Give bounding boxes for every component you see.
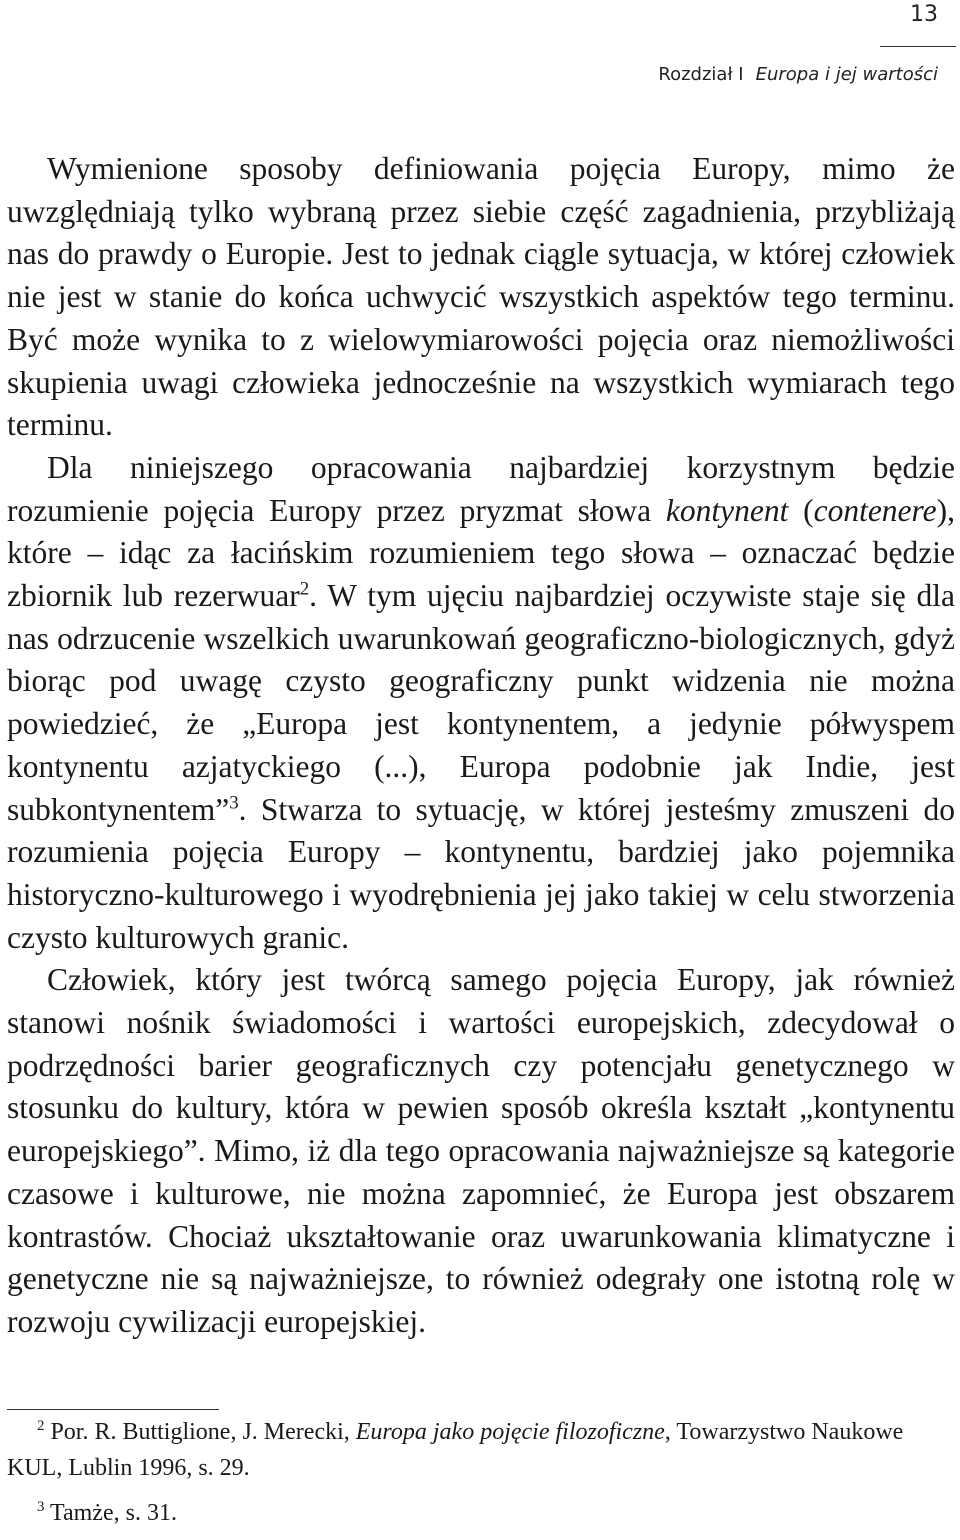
footnote-3-text: Tamże, s. 31. [44,1500,177,1526]
term-contenere: contenere [813,492,937,528]
footnote-rule [7,1409,219,1410]
running-header [658,64,938,85]
body-text [7,148,955,1344]
p2-text-b: ( [788,492,814,528]
p2-text-c: ), które – idąc za łacińskim rozumieniem tego słowa – oznaczać będzie zbiornik lub rezerwuar [7,492,955,614]
footnote-ref-3: 3 [229,792,239,814]
paragraph-2 [7,447,955,959]
footnote-2-title: Europa jako pojęcie filozoficzne [355,1419,665,1445]
footnote-2-number: 2 [37,1418,45,1434]
footnote-2-text-b: , Towarzystwo Naukowe KUL, Lublin 1996, s. 29. [7,1419,904,1481]
p2-text-e: . Stwarza to sytuację, w której jesteśmy zmuszeni do rozumienia pojęcia Europy – kontynentu, bardziej jako pojemnika historyczno-kulturowego i wyodrębnienia jej jako takiej w celu stworzenia czysto kulturowych granic. [7,791,955,955]
paragraph-3: Człowiek, który jest twórcą samego pojęcia Europy, jak również stanowi nośnik świadomości i wartości europejskich, zdecydował o podrzędności barier geograficznych czy potencjału genetycznego w stosunku do kultury, która w pewien sposób określa kształt „kontynentu europejskiego”. Mimo, iż dla tego opracowania najważniejsze są kategorie czasowe i kulturowe, nie można zapomnieć, że Europa jest obszarem kontrastów. Chociaż ukształtowanie oraz uwarunkowania klimatyczne i genetyczne nie są najważniejsze, to również odegrały one istotną rolę w rozwoju cywilizacji europejskiej. [7,962,955,1339]
paragraph-1: Wymienione sposoby definiowania pojęcia Europy, mimo że uwzględniają tylko wybraną przez siebie część zagadnienia, przybliżają nas do prawdy o Europie. Jest to jednak ciągle sytuacja, w której człowiek nie jest w stanie do końca uchwycić wszystkich aspektów tego terminu. Być może wynika to z wielowymiarowości pojęcia oraz niemożliwości skupienia uwagi człowieka jednocześnie na wszystkich wymiarach tego terminu. [7,151,955,443]
footnote-3-number: 3 [37,1499,45,1515]
chapter-label: Rozdział I [658,64,744,85]
term-kontynent: kontynent [665,492,789,528]
p2-text-d: . W tym ujęciu najbardziej oczywiste staje się dla nas odrzucenie wszelkich uwarunkowań geograficzno-biologicznych, gdyż biorąc pod uwagę czysto geograficzny punkt widzenia nie można powiedzieć, że „Europa jest kontynentem, a jedynie półwyspem kontynentu azjatyckiego (...), Europa podobnie jak Indie, jest subkontynentem” [7,578,955,827]
header-rule [880,46,956,47]
footnote-ref-2: 2 [299,578,310,600]
chapter-title: Europa i jej wartości [755,64,938,85]
footnote-2-text-a: Por. R. Buttiglione, J. Merecki, [44,1419,356,1445]
page-number: 13 [910,2,938,27]
footnote-3 [7,1495,955,1531]
p2-text-a: Dla niniejszego opracowania najbardziej korzystnym będzie rozumienie pojęcia Europy przez pryzmat słowa [7,449,955,528]
footnote-2 [7,1414,955,1486]
footnotes [7,1414,955,1540]
